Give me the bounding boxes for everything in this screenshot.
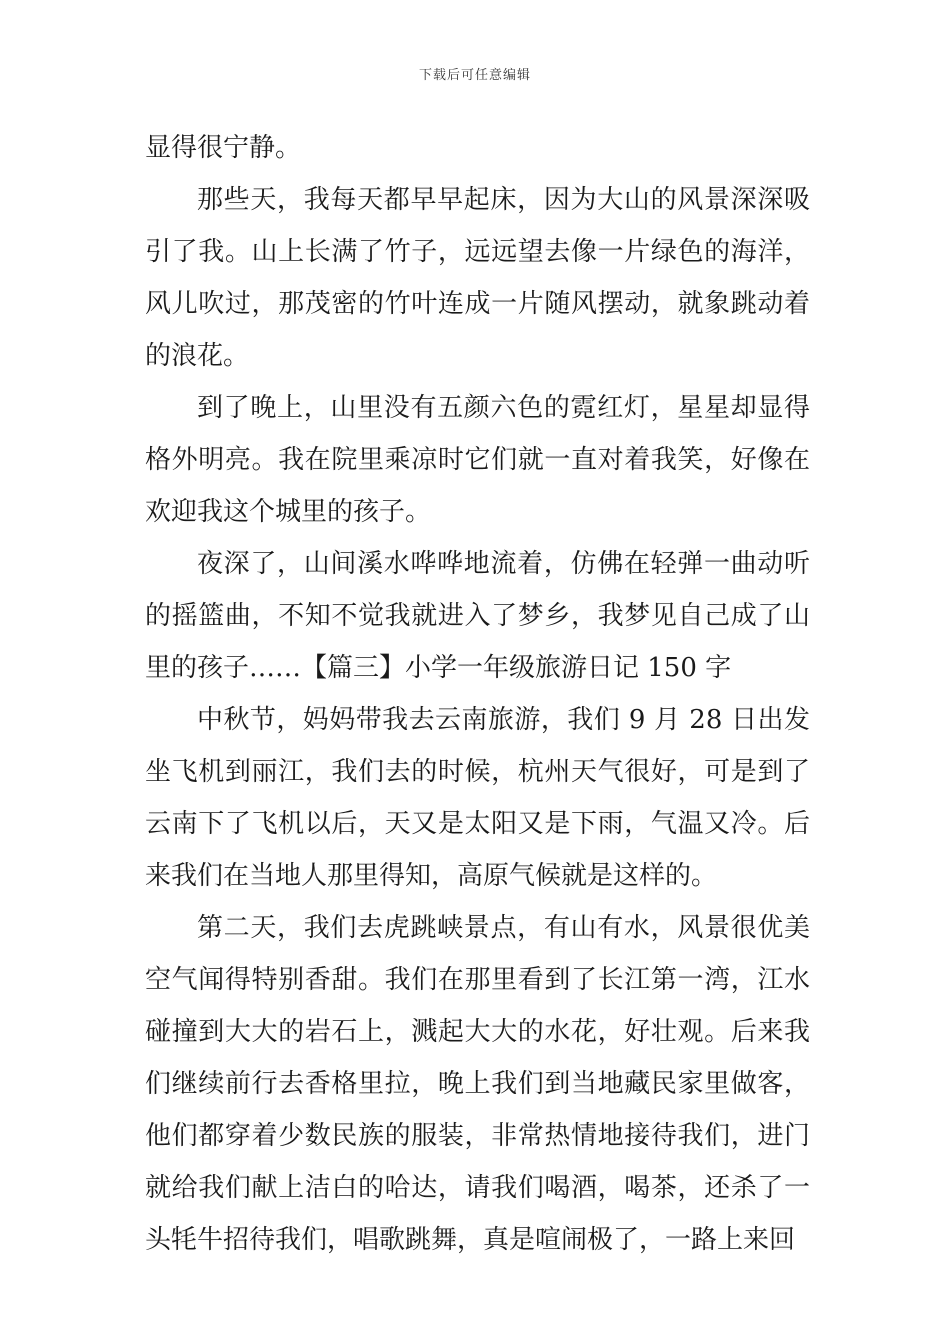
paragraph-5: 中秋节，妈妈带我去云南旅游，我们 9 月 28 日出发坐飞机到丽江，我们去的时候，杭州天气很好，可是到了云南下了飞机以后，天又是太阳又是下雨，气温又冷。后来我们在当地人那里得知，高原气候就是这样的。 — [145, 705, 810, 891]
paragraph-1: 显得很宁静。 — [145, 133, 302, 163]
paragraph-2: 那些天，我每天都早早起床，因为大山的风景深深吸引了我。山上长满了竹子，远远望去像一片绿色的海洋，风儿吹过，那茂密的竹叶连成一片随风摆动，就象跳动着的浪花。 — [145, 185, 810, 371]
paragraph-4: 夜深了，山间溪水哗哗地流着，仿佛在轻弹一曲动听的摇篮曲，不知不觉我就进入了梦乡，我梦见自己成了山里的孩子……【篇三】小学一年级旅游日记 150 字 — [145, 549, 810, 683]
paragraph-3: 到了晚上，山里没有五颜六色的霓红灯，星星却显得格外明亮。我在院里乘凉时它们就一直对着我笑，好像在欢迎我这个城里的孩子。 — [145, 393, 810, 527]
paragraph-6: 第二天，我们去虎跳峡景点，有山有水，风景很优美空气闻得特别香甜。我们在那里看到了长江第一湾，江水碰撞到大大的岩石上，溅起大大的水花，好壮观。后来我们继续前行去香格里拉，晚上我们到当地藏民家里做客，他们都穿着少数民族的服装，非常热情地接待我们，进门就给我们献上洁白的哈达，请我们喝酒，喝茶，还杀了一头牦牛招待我们，唱歌跳舞，真是喧闹极了，一路上来回 — [145, 913, 810, 1255]
page-header: 下载后可任意编辑 — [418, 68, 531, 83]
document-body — [145, 122, 810, 1266]
